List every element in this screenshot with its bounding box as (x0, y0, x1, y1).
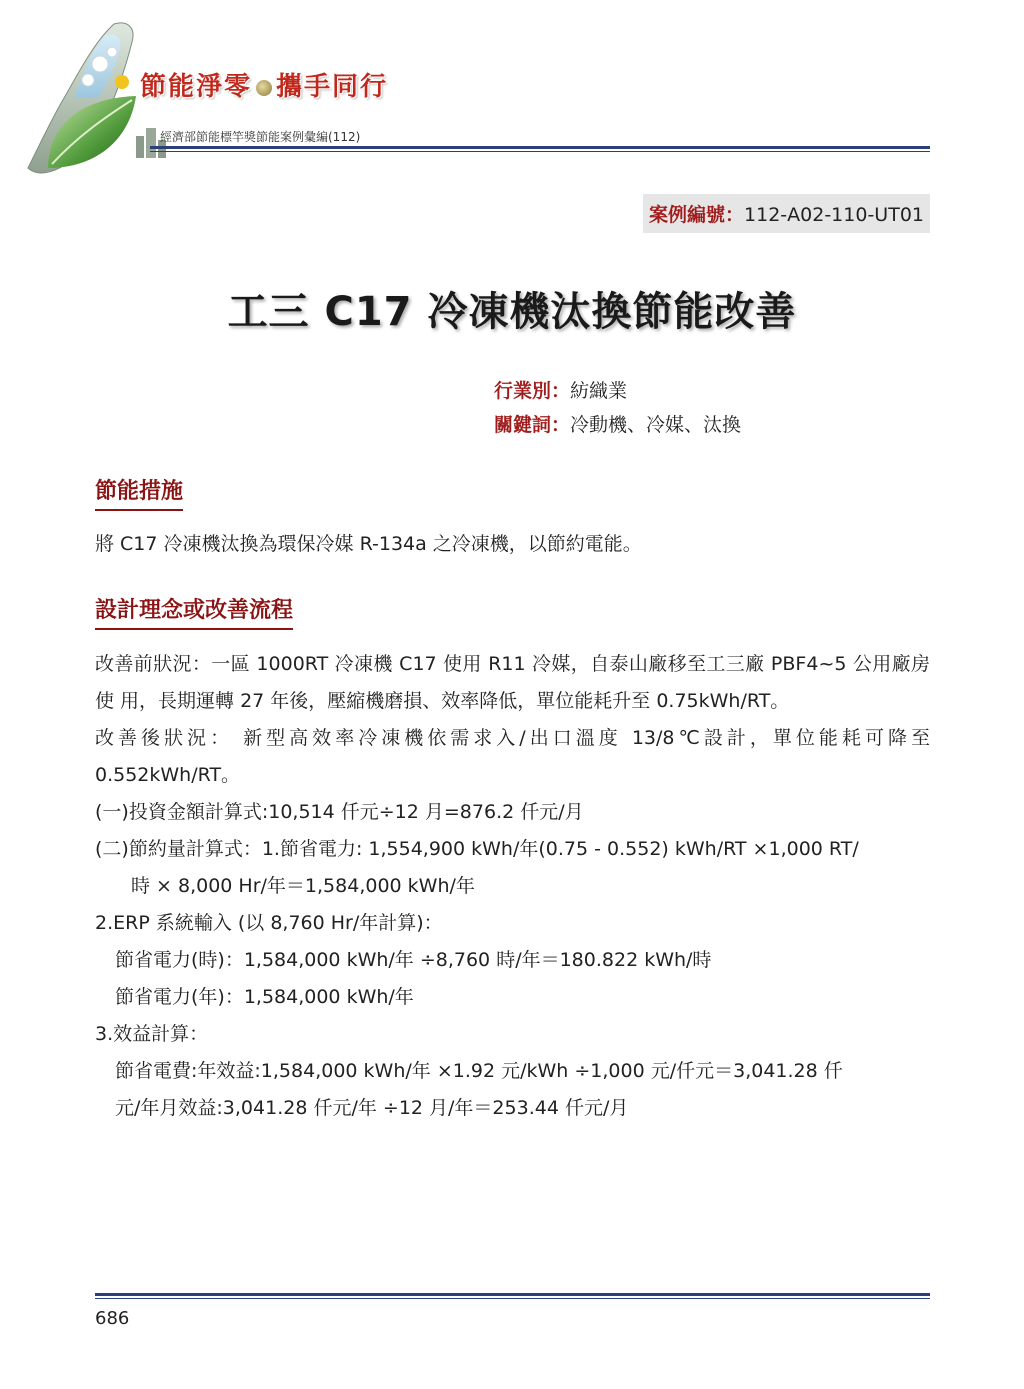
before-status-paragraph: 改善前狀況：一區 1000RT 冷凍機 C17 使用 R11 冷媒，自泰山廠移至工三廠 PBF4~5 公用廠房使 用，長期運轉 27 年後，壓縮機磨損、效率降低，單位能耗升至 0.75kWh/RT。 (95, 653, 930, 712)
keywords-row (494, 408, 741, 442)
benefit-line-2: 元/年月效益:3,041.28 仟元/年 ÷12 月/年＝253.44 仟元/月 (115, 1097, 629, 1119)
saving-formula-line-1: (二)節約量計算式：1.節省電力: 1,554,900 kWh/年(0.75 - 0.552) kWh/RT ×1,000 RT/ (95, 838, 859, 860)
industry-row (494, 374, 741, 408)
industry-label: 行業別： (494, 380, 571, 402)
case-id-badge (643, 194, 930, 233)
page-header (0, 0, 1024, 180)
erp-hourly-saving: 節省電力(時)：1,584,000 kWh/年 ÷8,760 時/年＝180.822 kWh/時 (115, 949, 712, 971)
measures-text: 將 C17 冷凍機汰換為環保冷媒 R-134a 之冷凍機，以節約電能。 (95, 533, 642, 555)
benefit-heading: 3.效益計算： (95, 1023, 209, 1045)
investment-formula: (一)投資金額計算式:10,514 仟元÷12 月=876.2 仟元/月 (95, 801, 584, 823)
saving-formula-line-2: 時 × 8,000 Hr/年＝1,584,000 kWh/年 (131, 875, 475, 897)
industry-value: 紡織業 (570, 380, 628, 402)
header-rule (150, 146, 930, 149)
section-body-measures (95, 526, 930, 563)
keywords-label: 關鍵詞： (494, 414, 571, 436)
after-status-paragraph: 改善後狀況： 新型高效率冷凍機依需求入/出口溫度 13/8℃設計，單位能耗可降至 0.552kWh/RT。 (95, 727, 930, 786)
keywords-value: 冷動機、冷媒、汰換 (570, 414, 742, 436)
benefit-line-1: 節省電費:年效益:1,584,000 kWh/年 ×1.92 元/kWh ÷1,000 元/仟元＝3,041.28 仟 (115, 1060, 843, 1082)
case-id-label: 案例編號： (649, 204, 745, 226)
footer-rule (95, 1293, 930, 1296)
slogan-left: 節能淨零 (140, 72, 253, 102)
header-subtitle: 經濟部節能標竿獎節能案例彙編(112) (160, 130, 361, 144)
slogan (140, 66, 388, 103)
page-title: 工三 C17 冷凍機汰換節能改善 (227, 289, 797, 335)
case-id-value: 112-A02-110-UT01 (744, 204, 924, 226)
erp-heading: 2.ERP 系統輸入 (以 8,760 Hr/年計算)： (95, 912, 443, 934)
footer-rule-thin (95, 1298, 930, 1299)
header-rule-thin (150, 151, 930, 152)
section-heading-design: 設計理念或改善流程 (95, 593, 293, 630)
page-number: 686 (95, 1308, 130, 1329)
flower-separator-icon (256, 80, 272, 96)
slogan-right: 攜手同行 (276, 72, 389, 102)
erp-yearly-saving: 節省電力(年)：1,584,000 kWh/年 (115, 986, 414, 1008)
section-body-design (95, 646, 930, 1127)
section-heading-measures: 節能措施 (95, 474, 183, 511)
case-meta (494, 374, 741, 442)
